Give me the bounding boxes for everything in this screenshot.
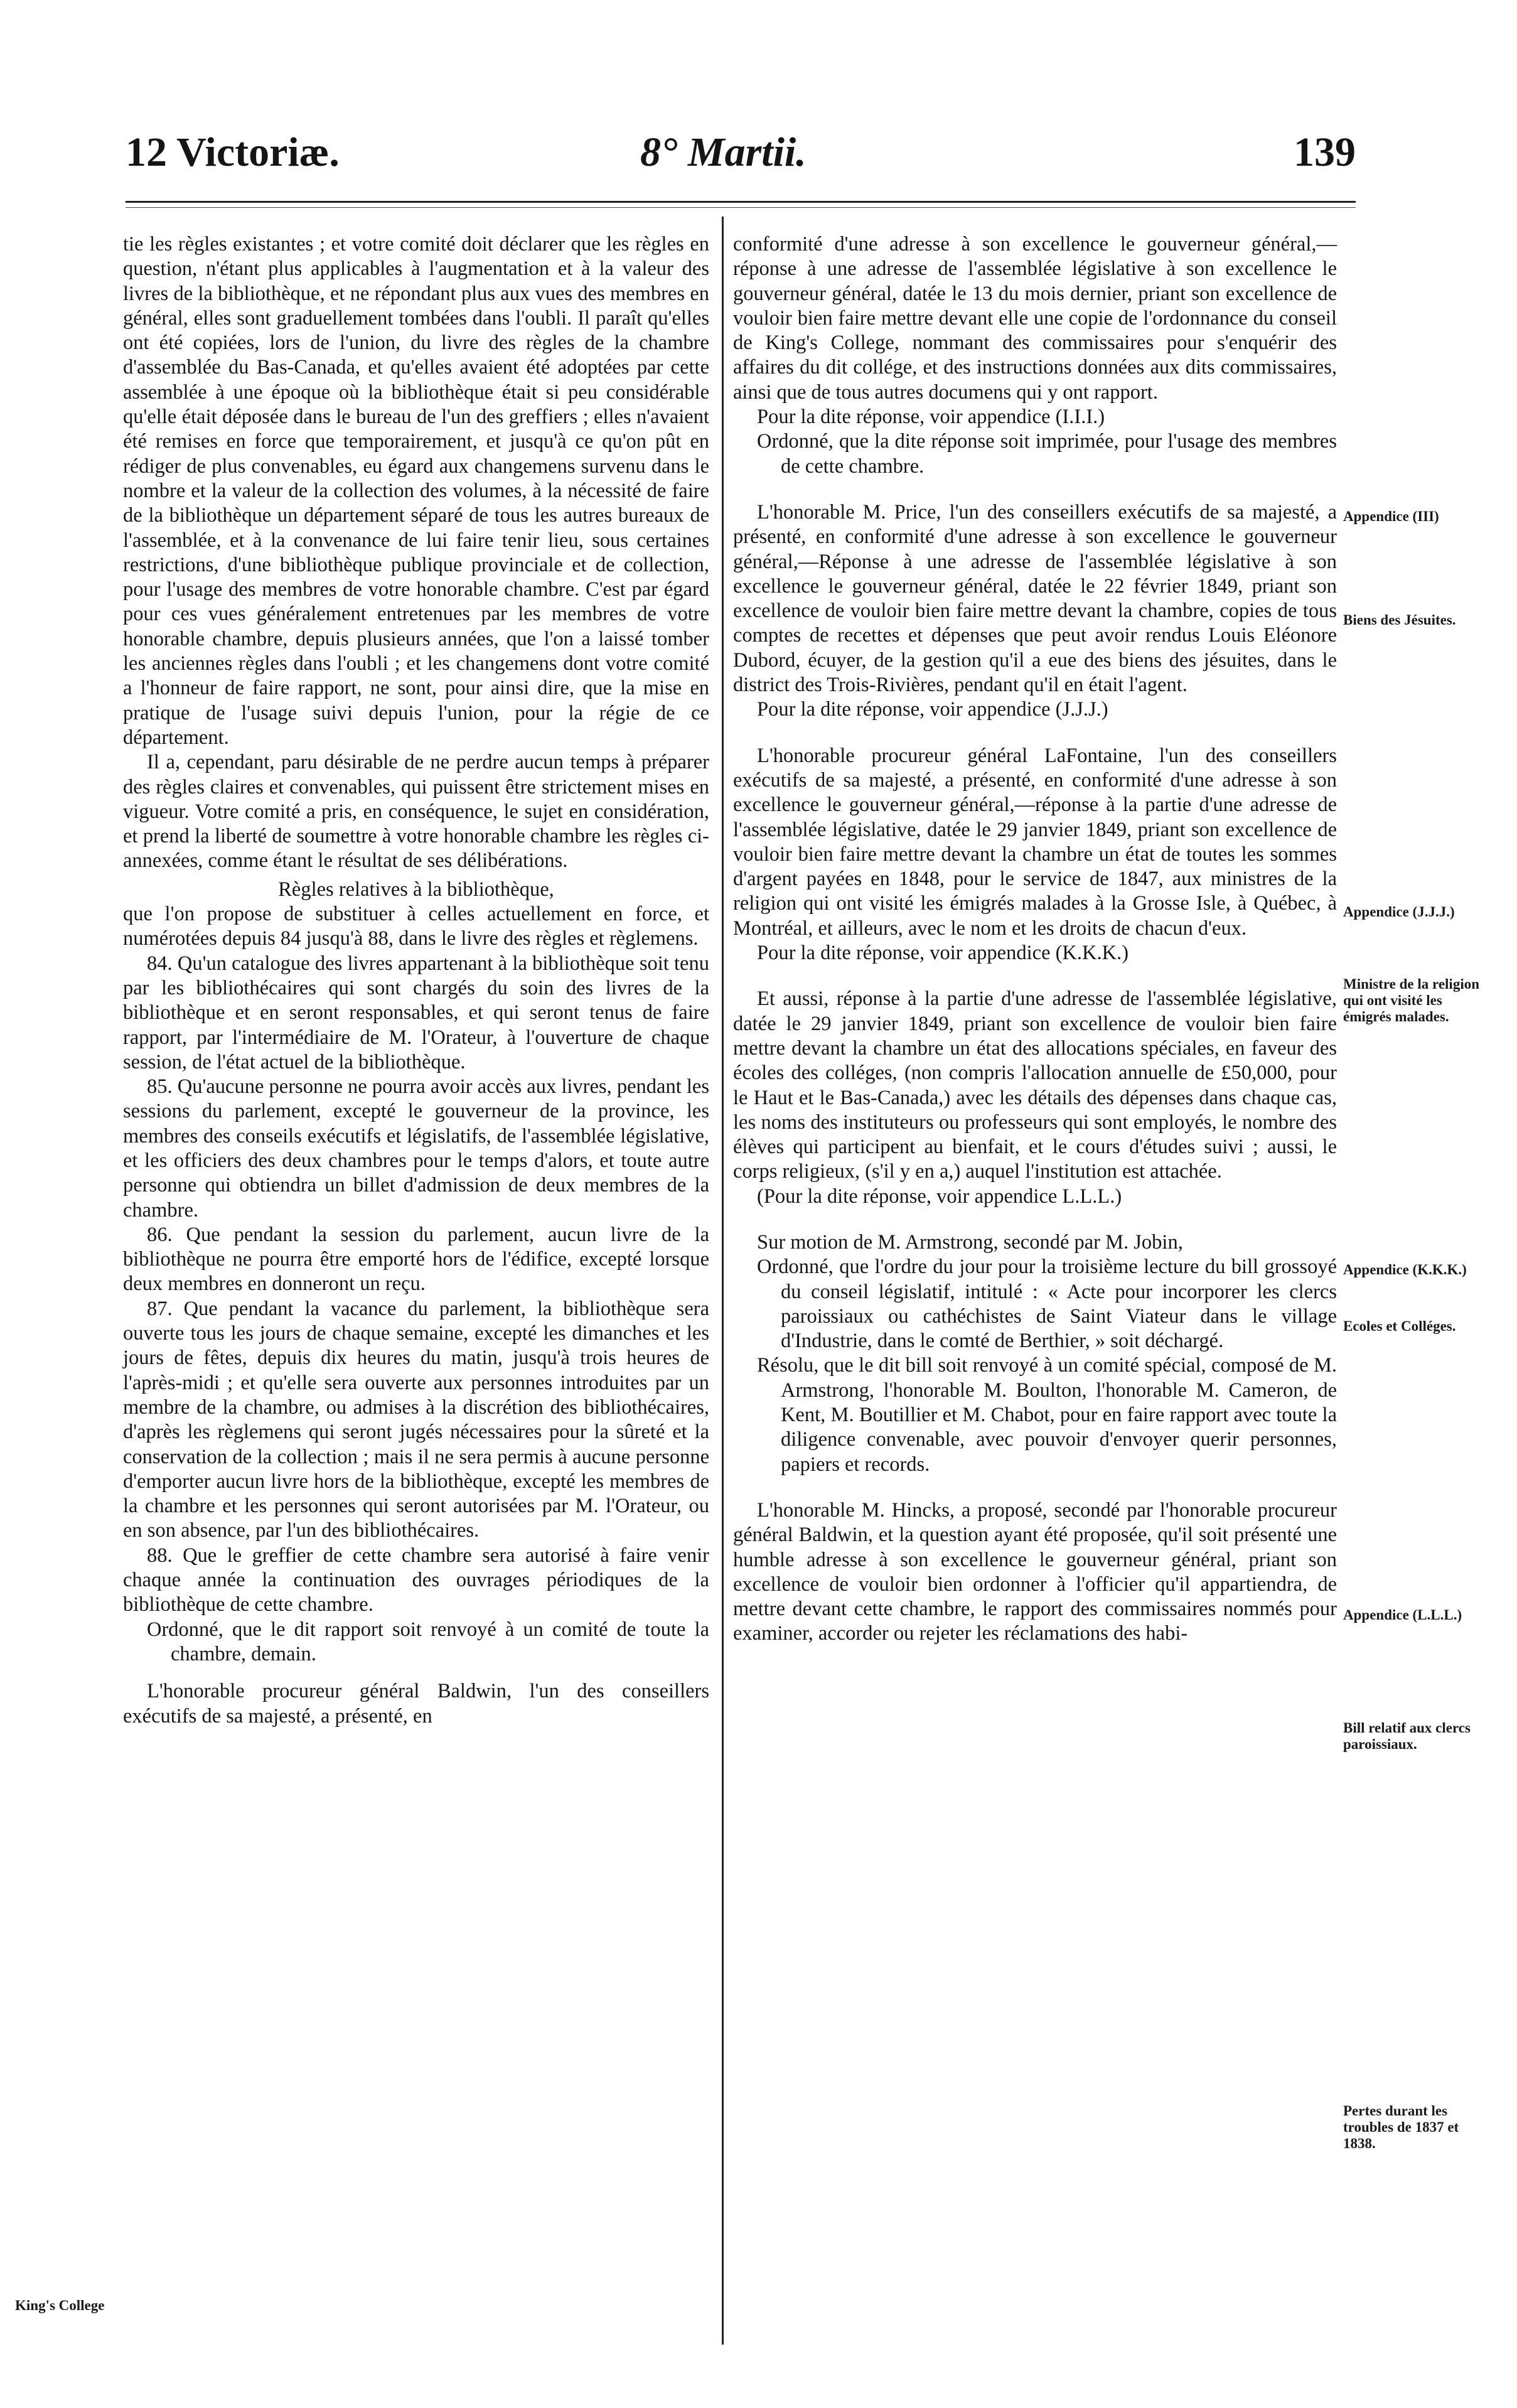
order-paragraph: Ordonné, que l'ordre du jour pour la troisième lecture du bill grossoyé du conseil législatif, intitulé : « Acte pour incorporer les clercs paroissiaux ou cathéchistes de Saint Viateur dans le village d'Industrie, dans le comté de Berthier, » soit déchargé. xyxy=(757,1255,1337,1353)
paragraph: L'honorable procureur général Baldwin, l'un des conseillers exécutifs de sa majesté, a présenté, en xyxy=(123,1680,709,1728)
paragraph: tie les règles existantes ; et votre comité doit déclarer que les règles en question, n'étant plus applicables à l'augmentation et à la valeur des livres de la bibliothèque, et ne répondant plus aux vues des membres en général, elles sont graduellement tombées dans l'oubli. Il paraît qu'elles ont été copiées, lors de l'union, du livre des règles de la chambre d'assemblée du Bas-Canada, et qu'elles avaient été adoptées par cette assemblée à une époque où la bibliothèque était si peu considérable qu'elle était déposée dans le bureau de l'un des greffiers ; elles n'avaient été remises en force que temporairement, et jusqu'à ce qu'on pût en rédiger de plus convenables, eu égard aux changemens survenu dans le nombre et la valeur de la collection des volumes, à la nécessité de faire de la bibliothèque un département séparé de tous les autres bureaux de l'assemblée, et à la convenance de lui faire tenir lieu, sous certaines restrictions, d'une bibliothèque publique provinciale et de collection, pour l'usage des membres de votre honorable chambre. C'est par égard pour ces vues généralement entretenues par les membres de votre honorable chambre, depuis plusieurs années, que l'on a laissé tomber les anciennes règles dans l'oubli ; et les changemens dont votre comité a l'honneur de faire rapport, ne sont, pour ainsi dire, que la mise en pratique de l'usage suivi depuis l'union, pour la régie de ce département. xyxy=(123,233,709,749)
appendix-reference: (Pour la dite réponse, voir appendice L.L.L.) xyxy=(757,1185,1122,1208)
margin-note: King's College xyxy=(15,2298,105,2313)
paragraph: conformité d'une adresse à son excellence le gouverneur général,—réponse à une adresse de l'assemblée législative à son excellence le gouverneur général, datée le 13 du mois dernier, priant son excellence de vouloir bien faire mettre devant elle une copie de l'ordonnance du conseil de King's College, nommant des commissaires pour s'enquérir des affaires du dit collége, et des instructions données aux dits commissaires, ainsi que de tous autres documens qui y ont rapport. xyxy=(733,233,1337,404)
paragraph: Sur motion de M. Armstrong, secondé par M. Jobin, xyxy=(757,1230,1183,1254)
margin-note: Appendice (III) xyxy=(1343,508,1439,524)
paragraph: L'honorable M. Hincks, a proposé, secondé par l'honorable procureur général Baldwin, et la question ayant été proposée, qu'il soit présenté une humble adresse à son excellence le gouverneur général, priant son excellence de vouloir bien ordonner à l'officier qu'il appartiendra, de mettre devant cette chambre, le rapport des commissaires nommés pour examiner, accorder ou rejeter les réclamations des habi- xyxy=(733,1498,1337,1645)
margin-note: Ministre de la religion qui ont visité les émigrés malades. xyxy=(1343,976,1479,1024)
margin-note: Appendice (J.J.J.) xyxy=(1343,904,1455,920)
header-regnal-year: 12 Victoriæ. xyxy=(126,129,340,175)
margin-note: Appendice (L.L.L.) xyxy=(1343,1607,1462,1623)
margin-note: Biens des Jésuites. xyxy=(1343,612,1456,628)
margin-note: Ecoles et Colléges. xyxy=(1343,1318,1456,1334)
left-column xyxy=(123,232,709,1729)
page-number: 139 xyxy=(1294,129,1356,175)
paragraph: que l'on propose de substituer à celles actuellement en force, et numérotées depuis 84 jusqu'à 88, dans le livre des règles et règlemens. xyxy=(123,903,709,950)
rule-item: 87. Que pendant la vacance du parlement, la bibliothèque sera ouverte tous les jours de chaque semaine, excepté les dimanches et les jours de fêtes, depuis dix heures du matin, jusqu'à trois heures de l'après-midi ; et qu'elle sera ouverte aux personnes introduites par un membre de la chambre, ou admises à la discrétion des bibliothécaires, d'après les règlemens qui seront jugés nécessaires pour la sûreté et la conservation de la collection ; mais il ne sera permis à aucune personne d'emporter aucun livre hors de la bibliothèque, excepté les membres de la chambre et les personnes qui seront autorisées par M. l'Orateur, ou en son absence, par l'un des bibliothécaires. xyxy=(123,1297,709,1542)
column-divider xyxy=(722,217,724,2345)
order-paragraph: Ordonné, que le dit rapport soit renvoyé à un comité de toute la chambre, demain. xyxy=(147,1618,709,1665)
rule-item: 84. Qu'un catalogue des livres appartenant à la bibliothèque soit tenu par les bibliothécaires qui sont chargés du soin des livres de la bibliothèque et en seront responsables, et qui seront tenus de faire rapport, par l'intermédiaire de M. l'Orateur, à l'ouverture de chaque session, de l'état actuel de la bibliothèque. xyxy=(123,952,709,1073)
margin-note: Appendice (K.K.K.) xyxy=(1343,1262,1467,1277)
rule-item: 88. Que le greffier de cette chambre sera autorisé à faire venir chaque année la continuation des ouvrages périodiques de la bibliothèque de cette chambre. xyxy=(123,1544,709,1616)
header-rule-thick xyxy=(126,201,1356,203)
paragraph: Et aussi, réponse à la partie d'une adresse de l'assemblée législative, datée le 29 janvier 1849, priant son excellence de vouloir bien faire mettre devant la chambre un état des allocations spéciales, en faveur des écoles des colléges, (non compris l'allocation annuelle de £50,000, pour le Haut et le Bas-Canada,) avec les détails des dépenses dans chaque cas, les noms des instituteurs ou professeurs qui sont employés, le nombre des élèves qui participent au bienfait, et le cours d'études suivi ; aussi, le corps religieux, (s'il y en a,) auquel l'institution est attachée. xyxy=(733,987,1337,1183)
right-column xyxy=(733,232,1337,1647)
order-paragraph: Ordonné, que la dite réponse soit imprimée, pour l'usage des membres de cette chambre. xyxy=(757,430,1337,478)
rule-item: 86. Que pendant la session du parlement, aucun livre de la bibliothèque ne pourra être emporté hors de l'édifice, excepté lorsque deux membres en donneront un reçu. xyxy=(123,1223,709,1296)
appendix-reference: Pour la dite réponse, voir appendice (J.J.J.) xyxy=(757,698,1108,721)
paragraph: L'honorable M. Price, l'un des conseillers exécutifs de sa majesté, a présenté, en conformité d'une adresse à son excellence le gouverneur général,—Réponse à une adresse de l'assemblée législative à son excellence le gouverneur général, datée le 22 février 1849, priant son excellence de vouloir bien faire mettre devant la chambre, copies de tous comptes de recettes et dépenses que peut avoir rendus Louis Eléonore Dubord, écuyer, de la gestion qu'il a eue des biens des jésuites, dans le district des Trois-Rivières, pendant qu'il en était l'agent. xyxy=(733,500,1337,697)
margin-note: Bill relatif aux clercs paroissiaux. xyxy=(1343,1720,1471,1752)
appendix-reference: Pour la dite réponse, voir appendice (I.I.I.) xyxy=(757,406,1105,429)
rule-item: 85. Qu'aucune personne ne pourra avoir accès aux livres, pendant les sessions du parlement, excepté le gouverneur de la province, les membres des conseils exécutifs et législatifs, de l'assemblée législative, et les officiers des deux chambres pour le temps d'alors, et toute autre personne qui obtiendra un billet d'admission de deux membres de la chambre. xyxy=(123,1075,709,1222)
header-rule-thin xyxy=(126,207,1356,208)
header-date: 8° Martii. xyxy=(640,129,807,175)
margin-note: Pertes durant les troubles de 1837 et 1838. xyxy=(1343,2103,1459,2151)
section-heading: Règles relatives à la bibliothèque, xyxy=(278,878,554,901)
page-header xyxy=(126,129,1356,185)
appendix-reference: Pour la dite réponse, voir appendice (K.K.K.) xyxy=(757,942,1129,965)
resolution-paragraph: Résolu, que le dit bill soit renvoyé à un comité spécial, composé de M. Armstrong, l'honorable M. Boulton, l'honorable M. Cameron, de Kent, M. Boutillier et M. Chabot, pour en faire rapport avec toute la diligence convenable, avec pouvoir d'envoyer querir personnes, papiers et records. xyxy=(757,1354,1337,1476)
paragraph: Il a, cependant, paru désirable de ne perdre aucun temps à préparer des règles claires et convenables, qui puissent être strictement mises en vigueur. Votre comité a pris, en conséquence, le sujet en considération, et prend la liberté de soumettre à votre honorable chambre les règles ci-annexées, comme étant le résultat de ses délibérations. xyxy=(123,751,709,873)
paragraph: L'honorable procureur général LaFontaine, l'un des conseillers exécutifs de sa majesté, a présenté, en conformité d'une adresse à son excellence le gouverneur général,—réponse à la partie d'une adresse de l'assemblée législative, datée le 29 janvier 1849, priant son excellence de vouloir bien faire mettre devant la chambre un état de toutes les sommes d'argent payées en 1848, pour le service de 1847, aux ministres de la religion qui ont visité les émigrés malades à la Grosse Isle, à Québec, à Montréal, et ailleurs, avec le nom et les droits de chacun d'eux. xyxy=(733,744,1337,940)
